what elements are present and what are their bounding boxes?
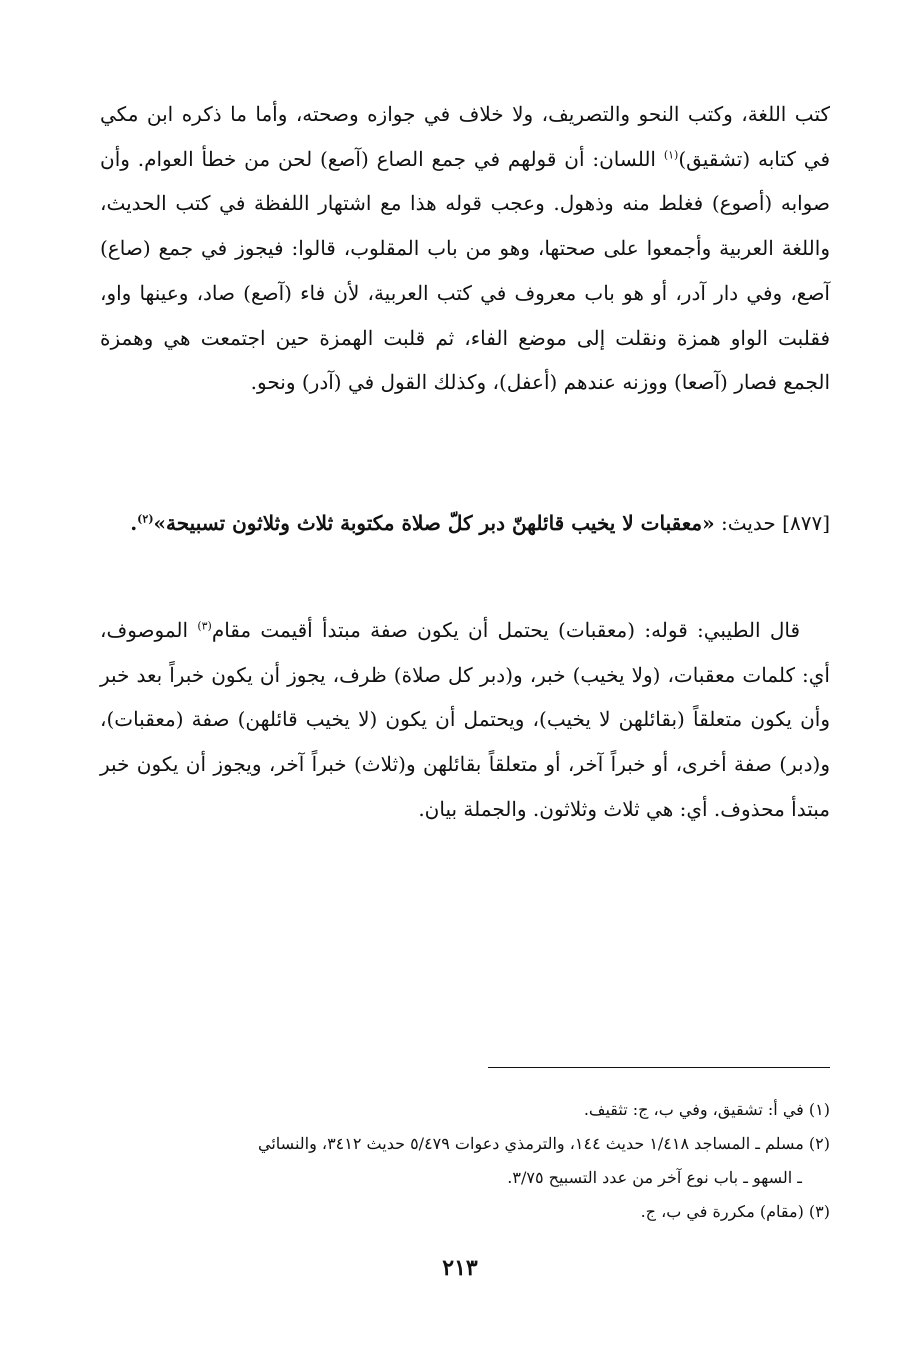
footnotes-section (100, 1093, 830, 1229)
hadith-number: [٨٧٧] (782, 511, 830, 535)
main-paragraph (100, 92, 830, 405)
main-text-block (100, 92, 830, 405)
footnote-marker: (٣) (808, 1202, 830, 1221)
commentary-text-1: قال الطيبي: قوله: (معقبات) يحتمل أن يكون صفة مبتدأ أقيمت مقام (211, 618, 801, 642)
footnote-text: مسلم ـ المساجد ١/٤١٨ حديث ١٤٤، والترمذي دعوات ٥/٤٧٩ حديث ٣٤١٢، والنسائي (258, 1134, 809, 1153)
hadith-text: «معقبات لا يخيب قائلهنّ دبر كلّ صلاة مكتوبة ثلاث وثلاثون تسبيحة» (153, 511, 715, 535)
footnote-ref-2[interactable]: (٢) (137, 512, 154, 526)
footnote-text: في أ: تشقيق، وفي ب، ج: تثقيف. (583, 1100, 809, 1119)
page-number: ٢١٣ (442, 1255, 478, 1281)
footnote-text: (مقام) مكررة في ب، ج. (640, 1202, 809, 1221)
footnote-2 (100, 1127, 830, 1161)
commentary-paragraph (100, 608, 830, 832)
footnote-ref-1[interactable]: (١) (663, 148, 679, 162)
footnote-2-continuation: ـ السهو ـ باب نوع آخر من عدد التسبيح ٣/٧٥. (507, 1168, 802, 1187)
hadith-intro: حديث: (714, 511, 783, 535)
main-paragraph-text-2: اللسان: أن قولهم في جمع الصاع (آصع) لحن من خطأ العوام. وأن صوابه (أصوع) فغلط منه وذهول. وعجب قوله هذا مع اشتهار اللفظة في كتب الحديث، واللغة العربية وأجمعوا على صحتها، وهو من باب المقلوب، قالوا: فيجوز في جمع (صاع) آصع، وفي دار آدر، أو هو باب معروف في كتب العربية، لأن فاء (آصع) صاد، وعينها واو، فقلبت الواو همزة ونقلت إلى موضع الفاء، ثم قلبت الهمزة حين اجتمعت هي وهمزة الجمع فصار (آصعا) ووزنه عندهم (أعفل)، وكذلك القول في (آدر) ونحو. (100, 146, 831, 395)
footnote-1 (100, 1093, 830, 1127)
hadith-entry (100, 500, 830, 546)
footnote-ref-3[interactable]: (٣) (197, 619, 212, 633)
commentary-text-2: الموصوف، أي: كلمات معقبات، (ولا يخيب) خبر، و(دبر كل صلاة) ظرف، يجوز أن يكون خبراً بعد خبر وأن يكون متعلقاً (بقائلهن لا يخيب)، ويحتمل أن يكون (لا يخيب قائلهن) صفة (معقبات)، و(دبر) صفة أخرى، أو خبراً آخر، أو متعلقاً بقائلهن و(ثلاث) خبراً آخر، ويجوز أن يكون خبر مبتدأ محذوف. أي: هي ثلاث وثلاثون. والجملة بيان. (100, 618, 830, 821)
hadith-end: . (130, 511, 138, 535)
footnote-marker: (١) (808, 1100, 830, 1119)
footnote-marker: (٢) (808, 1134, 830, 1153)
footnote-divider (488, 1067, 830, 1068)
main-paragraph-text-1: كتب اللغة، وكتب النحو والتصريف، ولا خلاف في جوازه وصحته، وأما ما ذكره ابن مكي في كتابه (تشقيق) (100, 102, 831, 171)
footnote-3 (100, 1195, 830, 1229)
